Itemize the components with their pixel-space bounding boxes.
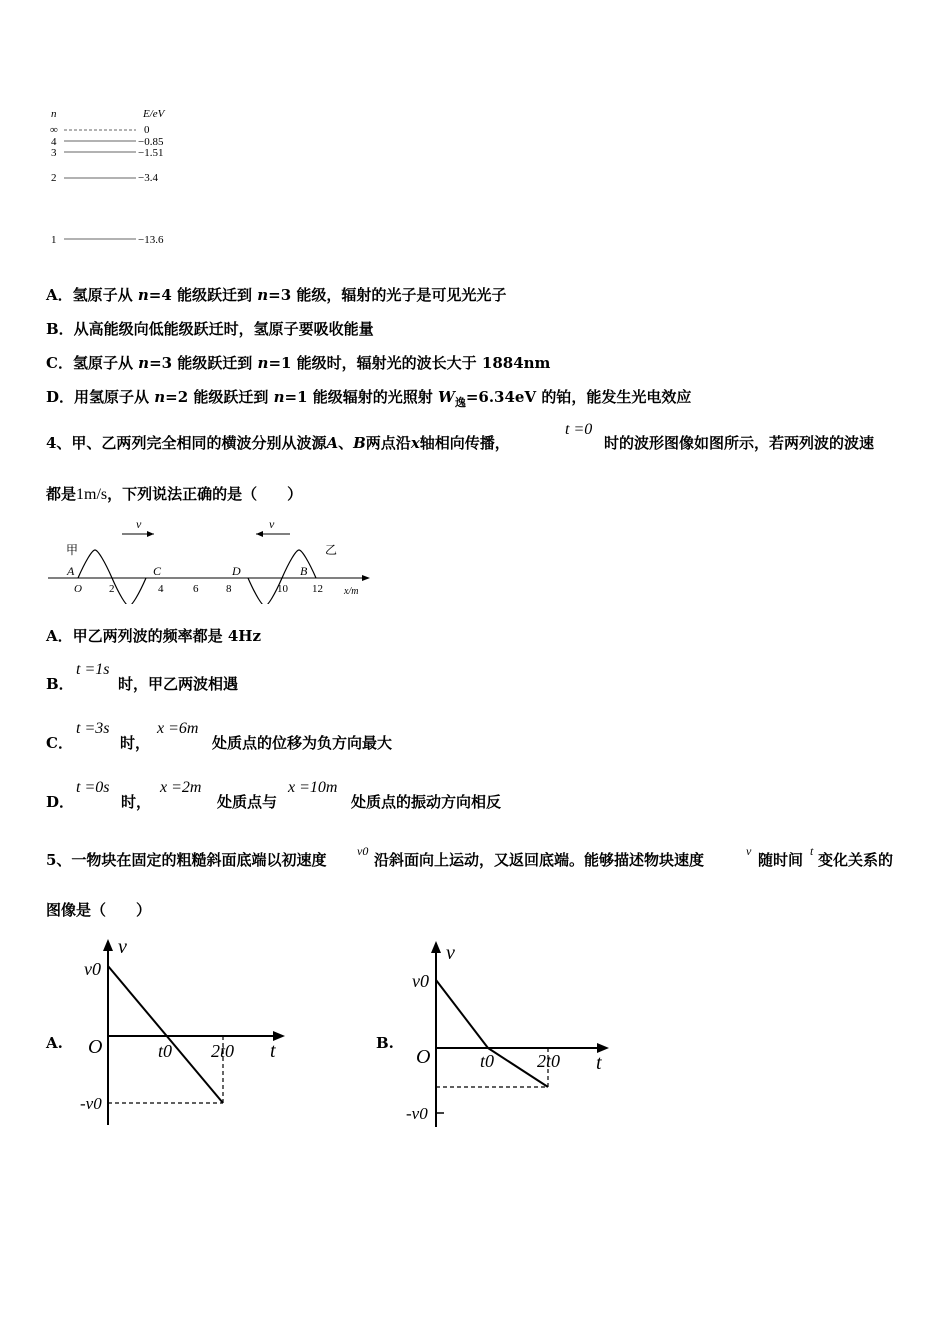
q3-c-n2: n: [257, 354, 269, 372]
q3-d-n1: n: [154, 388, 166, 406]
q4-stem-1a: 4、甲、乙两列完全相同的横波分别从波源: [46, 434, 327, 452]
q4-stem-2a: 都是: [46, 485, 77, 503]
tick-2: 2: [109, 583, 115, 595]
q4-option-a[interactable]: [46, 626, 261, 646]
point-A: A: [67, 564, 75, 578]
tick-6: 6: [193, 583, 199, 595]
level-n-inf: ∞: [50, 124, 58, 136]
label-neg-v0: -v0: [80, 1094, 102, 1113]
velocity-label-left: v: [136, 517, 142, 531]
q3-a-post: =3 能级，辐射的光子是可见光光子: [268, 286, 507, 304]
axis-label-x: x/m: [344, 586, 359, 597]
q4-stem-B: B: [353, 434, 366, 452]
q4-speed: 1m/s: [76, 486, 108, 503]
q4-c-math1: t =3s: [76, 720, 110, 737]
q4-stem-1d: 时的波形图像如图所示，若两列波的波速: [604, 434, 875, 452]
q4-a-text: A．甲乙两列波的频率都是 4Hz: [46, 627, 261, 645]
arrowhead-left-icon: [256, 531, 263, 537]
q3-a-n1: n: [137, 286, 149, 304]
q3-c-mid: =3 能级跃迁到: [149, 354, 258, 372]
tick-8: 8: [226, 583, 232, 595]
q4-stem-1b: 两点沿: [365, 434, 411, 452]
q4-stem-x: x: [410, 434, 420, 452]
q5-stem-1c: 随时间: [758, 851, 804, 869]
label-O: O: [416, 1046, 431, 1068]
q4-stem-line1: [46, 433, 510, 453]
q5-option-b-label[interactable]: B.: [376, 1034, 394, 1052]
label-t: t: [596, 1052, 602, 1074]
q3-c-pre: C．氢原子从: [46, 354, 139, 372]
level-n-2: 2: [51, 172, 57, 184]
v-axis-arrow-icon: [103, 939, 113, 951]
q3-option-c[interactable]: [46, 353, 550, 373]
q3-a-mid: =4 能级跃迁到: [148, 286, 258, 304]
q3-b-text: B．从高能级向低能级跃迁时，氢原子要吸收能量: [46, 320, 374, 338]
q4-t0-math: t =0: [565, 421, 593, 438]
label-neg-v0: -v0: [406, 1104, 428, 1123]
q3-a-pre: A．氢原子从: [46, 286, 138, 304]
q5-stem-1b: 沿斜面向上运动，又返回底端。能够描述物块速度: [374, 851, 705, 869]
q4-stem-line2: [46, 484, 302, 505]
q4-d-math3: x =10m: [288, 779, 338, 796]
n-axis-label: n: [51, 108, 57, 120]
label-O: O: [88, 1036, 103, 1058]
point-C: C: [153, 564, 162, 578]
point-D: D: [232, 564, 241, 578]
tick-0: O: [74, 583, 82, 595]
q4-d-math1: t =0s: [76, 779, 110, 796]
q4-stem-1c: 轴相向传播，: [419, 434, 510, 452]
point-B: B: [300, 564, 308, 578]
tick-12: 12: [312, 583, 323, 595]
label-t: t: [270, 1040, 276, 1062]
q4-option-c[interactable]: [46, 733, 73, 753]
q3-option-d[interactable]: [46, 387, 691, 413]
wave-label-jia: 甲: [66, 543, 79, 557]
velocity-label-right: v: [269, 517, 275, 531]
label-t0: t0: [480, 1051, 495, 1071]
q3-d-n2: n: [273, 388, 285, 406]
level-n-4: 4: [51, 136, 57, 148]
q4-c-math2: x =6m: [157, 720, 199, 737]
q4-stem-2b: ，下列说法正确的是（ ）: [107, 485, 303, 503]
q4-option-b[interactable]: [46, 674, 74, 694]
q4-b-text: 时，甲乙两波相遇: [118, 675, 239, 693]
x-axis-arrow-icon: [362, 575, 370, 581]
level-e-inf: 0: [144, 124, 150, 136]
arrowhead-right-icon: [147, 531, 154, 537]
tick-10: 10: [277, 583, 288, 595]
velocity-line: [108, 966, 223, 1103]
q3-d-w: W: [437, 388, 455, 406]
q4-stem-A: A: [326, 434, 339, 452]
level-n-3: 3: [51, 147, 57, 159]
q5-stem-1d: 变化关系的: [818, 851, 894, 869]
level-e-1: −13.6: [138, 234, 164, 246]
q4-wave-figure: [40, 512, 380, 604]
q3-d-mid: =2 能级跃迁到: [165, 388, 274, 406]
q3-d-mid2: =1 能级辐射的光照射: [284, 388, 438, 406]
q4-d-math2: x =2m: [160, 779, 202, 796]
energy-axis-label: E/eV: [143, 108, 165, 120]
q4-d-text1: 时，: [121, 793, 152, 811]
wave-label-yi: 乙: [325, 543, 338, 557]
q5-v: v: [746, 844, 752, 858]
q3-a-n2: n: [257, 286, 269, 304]
q4-stem-sep: 、: [338, 434, 354, 452]
label-2t0: 2t0: [537, 1051, 561, 1071]
q5-graph-b[interactable]: [404, 937, 624, 1132]
v-axis-arrow-icon: [431, 941, 441, 953]
level-n-1: 1: [51, 234, 57, 246]
q5-option-a-label[interactable]: A.: [46, 1034, 63, 1052]
label-t0: t0: [158, 1041, 173, 1061]
label-v: v: [446, 942, 455, 964]
q3-option-b[interactable]: [46, 319, 374, 339]
q3-d-sub: 逸: [454, 396, 466, 409]
level-e-4: −0.85: [138, 136, 164, 148]
q4-d-label: D．: [46, 793, 75, 811]
tick-4: 4: [158, 583, 164, 595]
q3-d-post: =6.34eV 的铂，能发生光电效应: [465, 388, 692, 406]
label-v0: v0: [84, 959, 101, 979]
q3-d-pre: D．用氢原子从: [46, 388, 155, 406]
q3-option-a[interactable]: [46, 285, 506, 305]
q4-option-d[interactable]: [46, 792, 74, 812]
q3-c-n1: n: [138, 354, 150, 372]
label-v: v: [118, 936, 127, 958]
wave-jia: [78, 550, 146, 604]
level-e-3: −1.51: [138, 147, 164, 159]
q4-c-text1: 时，: [120, 734, 151, 752]
q4-d-text3: 处质点的振动方向相反: [351, 793, 502, 811]
velocity-line-up: [436, 980, 488, 1048]
q5-v0: v0: [357, 844, 369, 858]
q4-c-label: C．: [46, 734, 73, 752]
energy-level-diagram: [40, 100, 210, 255]
label-v0: v0: [412, 971, 429, 991]
q4-b-math1: t =1s: [76, 661, 110, 678]
q4-d-text2: 处质点与: [217, 793, 278, 811]
q5-stem-2: 图像是（ ）: [46, 901, 152, 919]
q5-t: t: [810, 844, 814, 858]
label-2t0: 2t0: [211, 1041, 235, 1061]
q4-b-label: B．: [46, 675, 74, 693]
q5-stem-1a: 5、一物块在固定的粗糙斜面底端以初速度: [46, 851, 327, 869]
q3-c-post: =1 能级时，辐射光的波长大于 1884nm: [268, 354, 551, 372]
level-e-2: −3.4: [138, 172, 158, 184]
q4-c-text2: 处质点的位移为负方向最大: [212, 734, 393, 752]
q5-graph-a[interactable]: [78, 935, 298, 1135]
